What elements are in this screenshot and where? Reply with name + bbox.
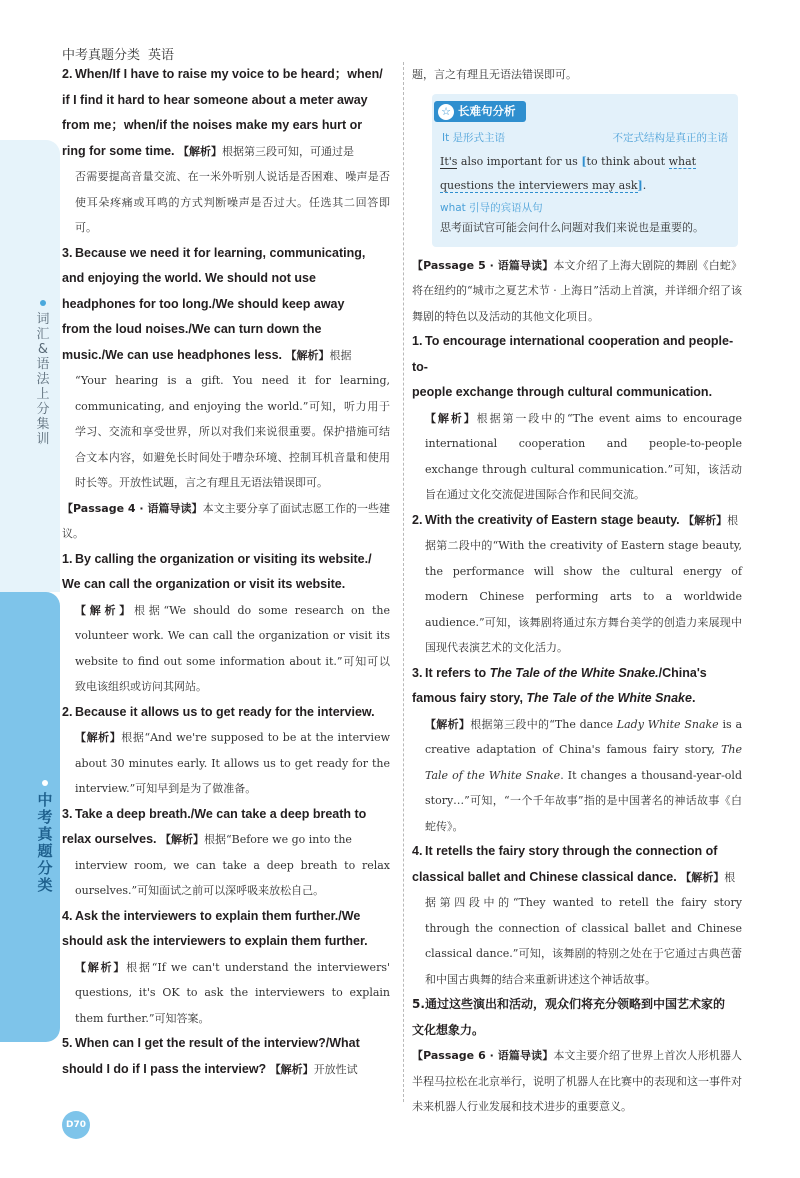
explanation: 【解析】根据“We should do some research on the volunteer work. We can call the organization or visit its website to find out some information about it.”可知可以致电该组织或访问其网站。 (75, 603, 390, 693)
analysis-title: ☆ 长难句分析 (434, 101, 526, 122)
answer-item: 4. Ask the interviewers to explain them further./We should ask the interviewers to explain them further. 【解析】根据“If we can't understand the interviewers' questions, it's OK to ask the interviewers to explain them further.”可知答案。 (62, 904, 390, 1032)
sidebar-bottom-label: 中考真题分类 (36, 780, 54, 894)
answer-item: 5.通过这些演出和活动，观众们将充分领略到中国艺术家的 文化想象力。 (412, 997, 726, 1037)
explanation: 否需要提高音量交流、在一米外听别人说话是否困难、噪声是否使耳朵疼痛或耳鸣的方式判断噪声是否过大。任选其二回答即可。 (75, 170, 390, 234)
explanation: 【解析】根据“And we're supposed to be at the interview about 30 minutes early. It allows us to get ready for the interview.”可知早到是为了做准备。 (75, 731, 390, 795)
answer-item: 2. Because it allows us to get ready for the interview. 【解析】根据“And we're supposed to be at the interview about 30 minutes early. It allows us to get ready for the interview.”可知早到是为了做准备。 (62, 700, 390, 802)
explanation: 据第二段中的“With the creativity of Eastern stage beauty, the performance will show the cultural energy of modern Chinese performing arts to a worldwide audience.”可知，该舞剧将通过东方舞台美学的创造力来展现中国现代表演艺术的文化活力。 (425, 539, 742, 654)
page-number-badge: D70 (62, 1111, 90, 1139)
explanation: 据第四段中的“They wanted to retell the fairy story through the connection of classical ballet and Chinese classical dance.”可知，该舞剧的特别之处在于它通过古典芭蕾和中国古典舞的结合来重新讲述这个神话故事。 (425, 896, 742, 986)
subject-title: 英语 (148, 48, 175, 63)
book-title: 中考真题分类 (62, 48, 141, 63)
note-real-subject: 不定式结构是真正的主语 (612, 131, 728, 144)
answer-item: 3. It refers to The Tale of the White Snake./China's famous fairy story, The Tale of the White Snake. 【解析】根据第三段中的“The dance Lady White Snake is a creative adaptation of China's famous fairy story, The Tale of the White Snake. It changes a thousand-year-old story…”可知，“一个千年故事”指的是中国著名的神话故事《白蛇传》。 (412, 661, 742, 840)
column-divider (403, 62, 404, 1102)
passage-intro: 【Passage 5 · 语篇导读】本文介绍了上海大剧院的舞剧《白蛇》将在纽约的“城市之夏艺术节 · 上海日”活动上首演，并详细介绍了该舞剧的特色以及活动的其他文化项目。 (412, 258, 742, 323)
answer-item: 3. Take a deep breath./We can take a deep breath to relax ourselves. 【解析】根据“Before we go into the interview room, we can take a deep breath to relax ourselves.”可知面试之前可以深呼吸来放松自己。 (62, 802, 390, 904)
left-column (62, 62, 390, 1082)
note-formal-subject: It 是形式主语 (442, 131, 506, 144)
sidebar-dot (42, 780, 48, 786)
passage-intro: 【Passage 6 · 语篇导读】本文主要介绍了世界上首次人形机器人半程马拉松在北京举行，说明了机器人在比赛中的表现和这一事件对未来机器人行业发展和技术进步的重要意义。 (412, 1049, 742, 1113)
note-object-clause: what 引导的宾语从句 (440, 201, 543, 214)
sidebar-top-label: 词汇&语法 上分集训 (34, 300, 52, 447)
answer-item: 1. To encourage international cooperation and people-to- people exchange through cultural communication. 【解析】根据第一段中的“The event aims to encourage international cooperation and people-to-people exchange through cultural communication.”可知，该活动旨在通过文化交流促进国际合作和民间交流。 (412, 329, 742, 508)
explanation: interview room, we can take a deep breath to relax ourselves.”可知面试之前可以深呼吸来放松自己。 (75, 858, 390, 897)
answer-item: 1. By calling the organization or visiting its website./ We can call the organization or visit its website. 【解析】根据“We should do some research on the volunteer work. We can call the organization or visit its website to find out some information about it.”可知可以致电该组织或访问其网站。 (62, 547, 390, 700)
analysis-sentence: It's also important for us [to think about what questions the interviewers may ask]. (440, 154, 697, 192)
answer-item: 4. It retells the fairy story through the connection of classical ballet and Chinese classical dance. 【解析】根 据第四段中的“They wanted to retell the fairy story through the connection of classical ballet and Chinese classical dance.”可知，该舞剧的特别之处在于它通过古典芭蕾和中国古典舞的结合来重新讲述这个神话故事。 (412, 839, 742, 992)
answer-item: 2. When/If I have to raise my voice to be heard；when/ if I find it hard to hear someone about a meter away from me；when/if the noises make my ears hurt or ring for some time. 【解析】根据第三段可知，可通过是 否需要提高音量交流、在一米外听别人说话是否困难、噪声是否使耳朵疼痛或耳鸣的方式判断噪声是否过大。任选其二回答即可。 (62, 62, 390, 241)
explanation: “Your hearing is a gift. You need it for learning, communicating, and enjoying the world.”可知，听力用于学习、交流和享受世界，所以对我们来说很重要。保护措施可结合文本内容，如避免长时间处于嘈杂环境、控制耳机音量和使用时长等。开放性试题，言之有理且无语法错误即可。 (75, 374, 390, 489)
explanation: 【解析】根据第一段中的“The event aims to encourage international cooperation and people-to-people exchange through cultural communication.”可知，该活动旨在通过文化交流促进国际合作和民间交流。 (425, 411, 742, 501)
sidebar-dot (40, 300, 46, 306)
analysis-translation: 思考面试官可能会问什么问题对我们来说也是重要的。 (440, 220, 704, 234)
right-column (412, 62, 742, 1120)
answer-item: 5. When can I get the result of the interview?/What should I do if I pass the interview? 【解析】开放性试 (62, 1036, 360, 1076)
star-icon: ☆ (438, 104, 454, 120)
answer-item: 3. Because we need it for learning, communicating, and enjoying the world. We should not use headphones for too long./We should keep away from the loud noises./We can turn down the music./We can use headphones less. 【解析】根据 “Your hearing is a gift. You need it for learning, communicating, and enjoying the world.”可知，听力用于学习、交流和享受世界，所以对我们来说很重要。保护措施可结合文本内容，如避免长时间处于嘈杂环境、控制耳机音量和使用时长等。开放性试题，言之有理且无语法错误即可。 (62, 241, 390, 496)
explanation-continued: 题，言之有理且无语法错误即可。 (412, 68, 577, 81)
sentence-analysis-box (432, 94, 738, 247)
explanation: 【解析】根据“If we can't understand the interviewers' questions, it's OK to ask the interviewers to explain them further.”可知答案。 (75, 960, 390, 1025)
passage-intro: 【Passage 4 · 语篇导读】本文主要分享了面试志愿工作的一些建议。 (62, 501, 390, 540)
explanation: 【解析】根据第三段中的“The dance Lady White Snake is a creative adaptation of China's famous fairy story, The Tale of the White Snake. It changes a thousand-year-old story…”可知，“一个千年故事”指的是中国著名的神话故事《白蛇传》。 (425, 717, 743, 833)
page-header (62, 44, 174, 63)
answer-item: 2. With the creativity of Eastern stage beauty. 【解析】根 据第二段中的“With the creativity of Eastern stage beauty, the performance will show the cultural energy of modern Chinese performing arts to a worldwide audience.”可知，该舞剧将通过东方舞台美学的创造力来展现中国现代表演艺术的文化活力。 (412, 508, 742, 661)
